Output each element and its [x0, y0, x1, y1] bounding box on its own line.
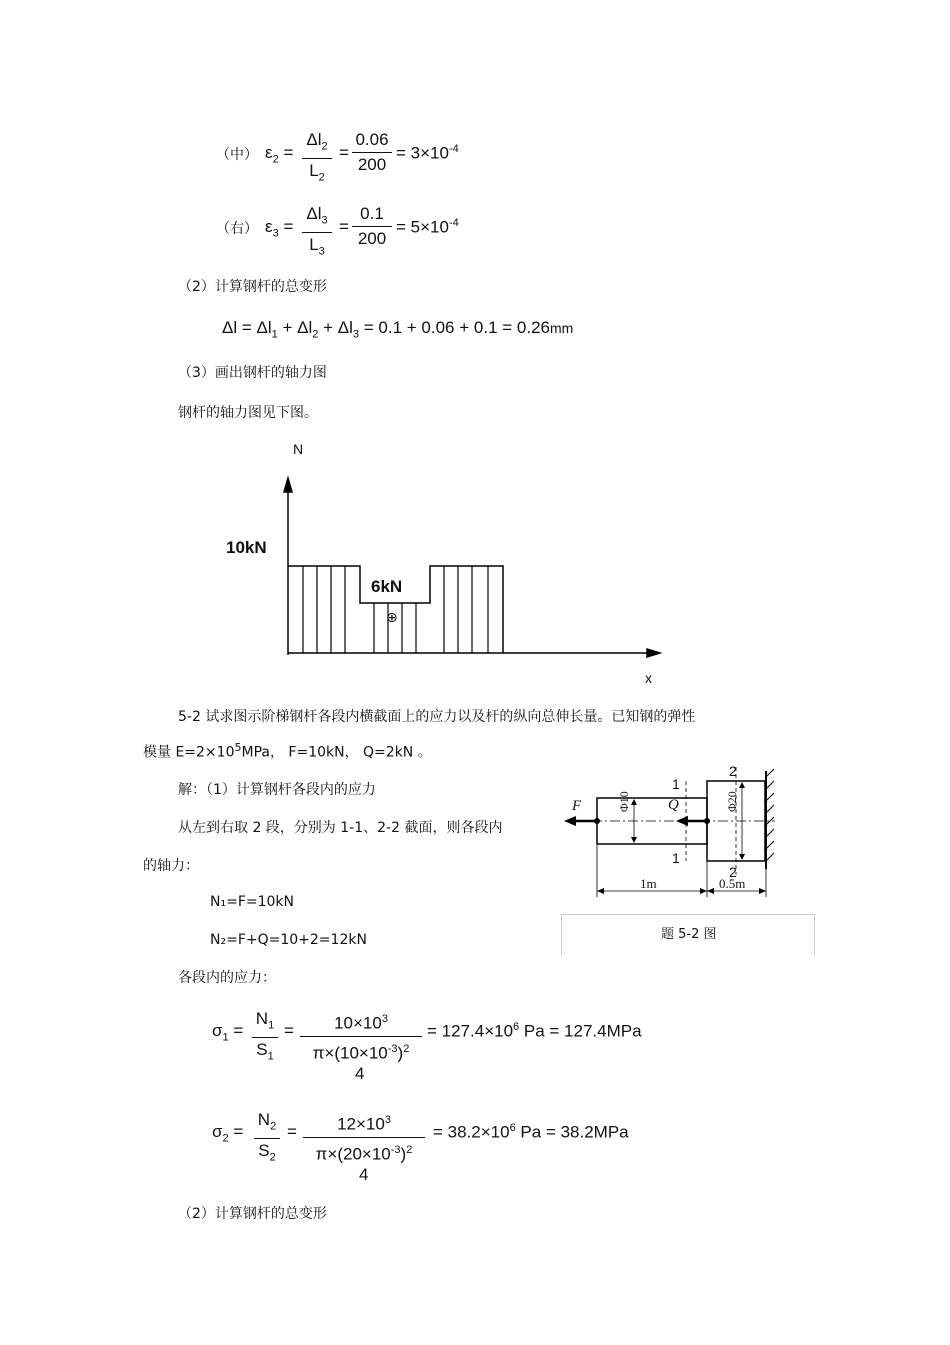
sigma1-lhs: $\sigma_1$ =: [212, 1021, 244, 1044]
chart-label-high: 10kN: [226, 538, 267, 557]
solution-s4: 各段内的应力：: [178, 970, 276, 986]
step3-heading: （3）画出钢杆的轴力图: [178, 365, 327, 381]
eq-right-rhs: = $5\times 10^{-4}$: [396, 217, 459, 237]
sigma2-eq2: =: [287, 1122, 297, 1141]
chart-label-low: 6kN: [371, 577, 403, 596]
sec2-bot: 2: [729, 864, 737, 880]
figure-caption: 题 5-2 图: [661, 927, 717, 942]
sigma1-frac1: $N_1$ $S_1$: [252, 1007, 278, 1069]
sigma1-rhs: = $127.4\times 10^6$ Pa = 127.4MPa: [427, 1021, 642, 1041]
problem-line2: 模量 $E=2\times 10^5MPa$， F=10kN， Q=2kN 。: [143, 741, 432, 761]
hatch-lines: [303, 566, 488, 653]
eq-right-eq2: =: [339, 217, 349, 236]
total-deform-eq: $\Delta l = \Delta l_1 + \Delta l_2 + \Delta l_3 = 0.1 + 0.06 + 0.1 = 0.26mm$: [222, 318, 574, 341]
len2-label: 0.5m: [719, 876, 746, 891]
chart-sign: ⊕: [386, 610, 398, 626]
x-axis-arrow: [647, 649, 660, 657]
axial-n1: N₁=F=10kN: [210, 894, 294, 910]
eq-mid-label: （中）: [216, 147, 258, 163]
sigma1-eq2: =: [284, 1021, 294, 1040]
eq-mid-frac1: $\Delta l_2$ $L_2$: [302, 128, 332, 190]
axial-n2: N₂=F+Q=10+2=12kN: [210, 932, 367, 948]
len1-label: 1m: [640, 876, 657, 891]
force-q-label: Q: [668, 797, 679, 813]
problem-line1: 5-2 试求图示阶梯钢杆各段内横截面上的应力以及杆的纵向总伸长量。已知钢的弹性: [178, 709, 696, 725]
sigma2-frac2: $12\times 10^3$ $\pi\times(20\times 10^{-3})^2$: [303, 1108, 425, 1166]
solution-s3: 的轴力：: [143, 858, 199, 874]
force-f-label: F: [572, 798, 582, 814]
stepped-bar-figure: [560, 765, 790, 900]
diagram-outline: [288, 566, 503, 653]
sigma1-den4: 4: [355, 1064, 365, 1083]
chart-x-label: x: [645, 670, 652, 686]
solution-s1: 解：（1）计算钢杆各段内的应力: [178, 782, 376, 798]
solution-s2: 从左到右取 2 段，分别为 1-1、2-2 截面，则各段内: [178, 820, 503, 836]
axial-force-diagram: [270, 470, 670, 665]
sigma2-den4: 4: [359, 1165, 369, 1184]
step2-heading: （2）计算钢杆的总变形: [178, 279, 327, 295]
step2b-heading: （2）计算钢杆的总变形: [178, 1206, 327, 1222]
sec1-top: 1: [672, 776, 680, 792]
step3-text: 钢杆的轴力图见下图。: [178, 405, 318, 421]
eq-right-frac1: $\Delta l_3$ $L_3$: [302, 202, 332, 264]
sec2-top: 2: [729, 763, 737, 779]
eq-mid-eq2: =: [339, 143, 349, 162]
diam1-label: Φ10: [617, 791, 631, 812]
chart-y-label: N: [293, 441, 304, 457]
eq-mid-eps: $\varepsilon_2$ =: [265, 143, 294, 166]
eq-right-label: （右）: [216, 221, 258, 237]
sigma2-rhs: = $38.2\times 10^6$ Pa = 38.2MPa: [433, 1122, 629, 1142]
wall-hatch: [766, 769, 774, 861]
sec1-bot: 1: [672, 850, 680, 866]
y-axis-arrow: [284, 478, 292, 492]
sigma2-frac1: $N_2$ $S_2$: [254, 1108, 280, 1170]
eq-mid-frac2: 0.06 200: [352, 128, 392, 177]
eq-mid-rhs: = $3\times 10^{-4}$: [396, 143, 459, 163]
eq-right-frac2: 0.1 200: [352, 202, 392, 251]
diam2-label: Φ20: [725, 791, 739, 812]
sigma2-lhs: $\sigma_2$ =: [212, 1122, 244, 1145]
sigma1-frac2: $10\times 10^3$ $\pi\times(10\times 10^{-3})^2$: [300, 1007, 422, 1065]
eq-right-eps: $\varepsilon_3$ =: [265, 217, 294, 240]
